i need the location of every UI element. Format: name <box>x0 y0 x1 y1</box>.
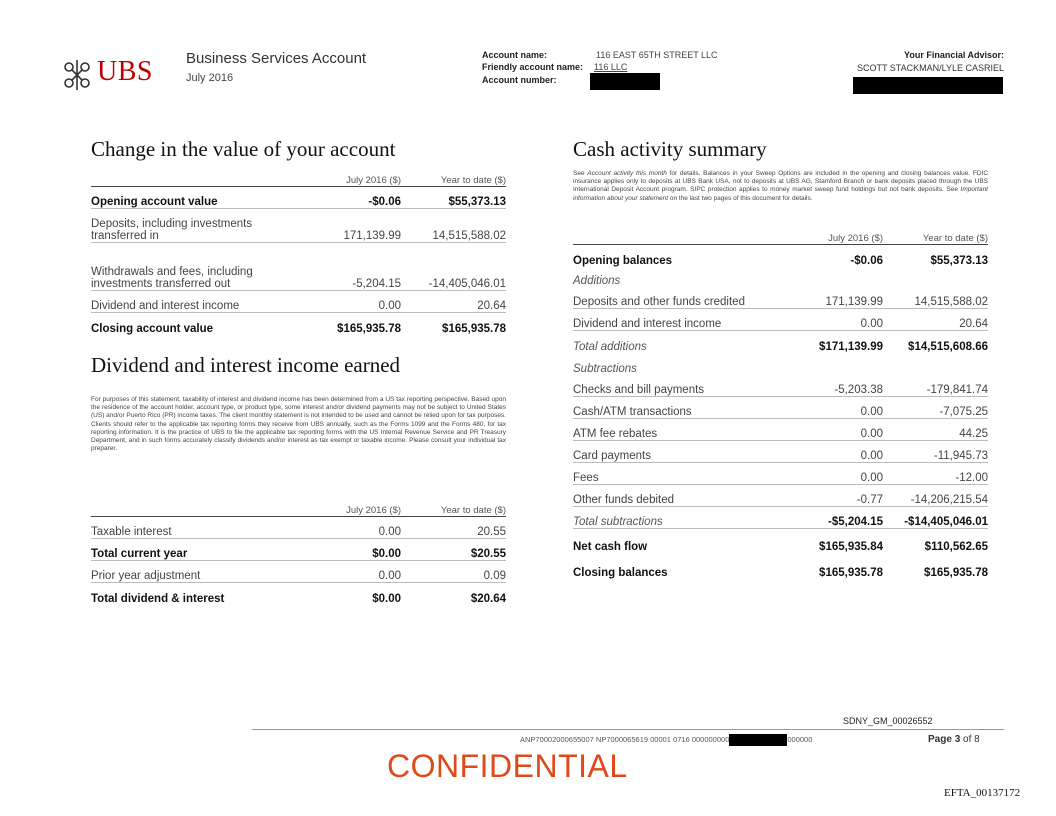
table-row: Checks and bill payments -5,203.38 -179,841.74 <box>573 375 988 397</box>
footer-divider <box>252 729 1004 730</box>
account-type-title: Business Services Account <box>186 50 367 67</box>
table-row: Closing account value $165,935.78 $165,935.78 <box>91 322 506 335</box>
column-header-ytd: Year to date ($) <box>401 496 506 517</box>
friendly-name-value: 116 LLC <box>594 62 628 72</box>
table-row: Deposits and other funds credited 171,139.99 14,515,588.02 <box>573 287 988 309</box>
table-row: Fees 0.00 -12.00 <box>573 463 988 485</box>
table-row: Total subtractions -$5,204.15 -$14,405,046.01 <box>573 507 988 529</box>
dividend-income-table <box>91 496 506 605</box>
confidential-stamp: CONFIDENTIAL <box>387 748 628 784</box>
document-code: ANP70002000655007 NP7000065619 00001 0716 000000000 000000 <box>520 734 812 746</box>
page-indicator: Page 3 of 8 <box>928 734 980 745</box>
column-header-month: July 2016 ($) <box>301 166 401 187</box>
table-row: Other funds debited -0.77 -14,206,215.54 <box>573 485 988 507</box>
cash-activity-title: Cash activity summary <box>573 137 767 161</box>
table-header-row <box>91 496 506 517</box>
financial-advisor-label: Your Financial Advisor: <box>903 50 1004 60</box>
table-row: Opening balances -$0.06 $55,373.13 <box>573 254 988 267</box>
cash-activity-table <box>573 224 988 579</box>
account-name-label: Account name: <box>482 50 548 60</box>
column-header-ytd: Year to date ($) <box>401 166 506 187</box>
statement-period: July 2016 <box>186 72 234 84</box>
table-row: Dividend and interest income 0.00 20.64 <box>573 309 988 331</box>
table-row: Prior year adjustment 0.00 0.09 <box>91 561 506 583</box>
table-row: Net cash flow $165,935.84 $110,562.65 <box>573 540 988 553</box>
table-row: Cash/ATM transactions 0.00 -7,075.25 <box>573 397 988 419</box>
table-row: Closing balances $165,935.78 $165,935.78 <box>573 566 988 579</box>
change-in-value-title: Change in the value of your account <box>91 137 396 161</box>
efta-number: EFTA_00137172 <box>944 787 1021 799</box>
table-row: ATM fee rebates 0.00 44.25 <box>573 419 988 441</box>
table-row: Deposits, including investments transferred in 171,139.99 14,515,588.02 <box>91 209 506 243</box>
section-label-row: Additions <box>573 274 621 287</box>
financial-advisor-names: SCOTT STACKMAN/LYLE CASRIEL <box>856 63 1004 73</box>
table-row: Dividend and interest income 0.00 20.64 <box>91 291 506 313</box>
code-redaction <box>729 734 787 746</box>
column-header-month: July 2016 ($) <box>803 224 883 245</box>
table-row: Taxable interest 0.00 20.55 <box>91 517 506 539</box>
table-header-row <box>573 224 988 245</box>
column-header-month: July 2016 ($) <box>301 496 401 517</box>
change-in-value-table <box>91 166 506 335</box>
friendly-name-label: Friendly account name: <box>482 62 584 72</box>
table-row: Total additions $171,139.99 $14,515,608.66 <box>573 340 988 353</box>
account-name-value: 116 EAST 65TH STREET LLC <box>596 50 718 60</box>
cash-activity-note: See Account activity this month for details. Balances in your Sweep Options are included in the opening and closing balances value. FDIC insurance applies only to deposits at UBS Bank USA, not to deposits at UBS AG, Stamford Branch or bank deposits placed through the UBS International Deposit Account program. SIPC protection applies to money market sweep fund holdings but not bank deposits. See Important information about your statement on the last two pages of this document for details. <box>573 170 989 202</box>
account-number-label: Account number: <box>482 75 557 85</box>
tax-disclosure-paragraph: For purposes of this statement, taxability of interest and dividend income has been determined from a US tax reporting perspective. Based upon the residence of the account holder, account type, or product type, some interest and/or dividend payments may not be subject to United States (US) and/or Puerto Rico (PR) income taxes. The client monthly statement is not intended to be used and cannot be relied upon for tax purposes. Clients should refer to the applicable tax reporting forms they receive from UBS annually, such as the Forms 1099 and the Forms 480, for tax reporting information. It is the practice of UBS to file the applicable tax reporting forms with the US Internal Revenue Service and PR Treasury Department, and in such forms accurately classify dividends and/or interest as tax exempt or taxable income. Please consult your individual tax preparer. <box>91 396 506 453</box>
table-row: Withdrawals and fees, including investments transferred out -5,204.15 -14,405,046.01 <box>91 243 506 291</box>
dividend-income-title: Dividend and interest income earned <box>91 353 401 377</box>
table-row: Total current year $0.00 $20.55 <box>91 539 506 561</box>
advisor-redaction <box>853 77 1003 94</box>
table-row: Opening account value -$0.06 $55,373.13 <box>91 187 506 209</box>
brand-logo-text: UBS <box>97 56 153 87</box>
account-number-redaction <box>590 73 660 90</box>
table-row: Card payments 0.00 -11,945.73 <box>573 441 988 463</box>
ubs-keys-logo-icon <box>60 58 94 92</box>
section-label-row: Subtractions <box>573 362 637 375</box>
table-header-row <box>91 166 506 187</box>
table-row: Total dividend & interest $0.00 $20.64 <box>91 592 506 605</box>
bates-number: SDNY_GM_00026552 <box>843 716 933 726</box>
column-header-ytd: Year to date ($) <box>883 224 988 245</box>
